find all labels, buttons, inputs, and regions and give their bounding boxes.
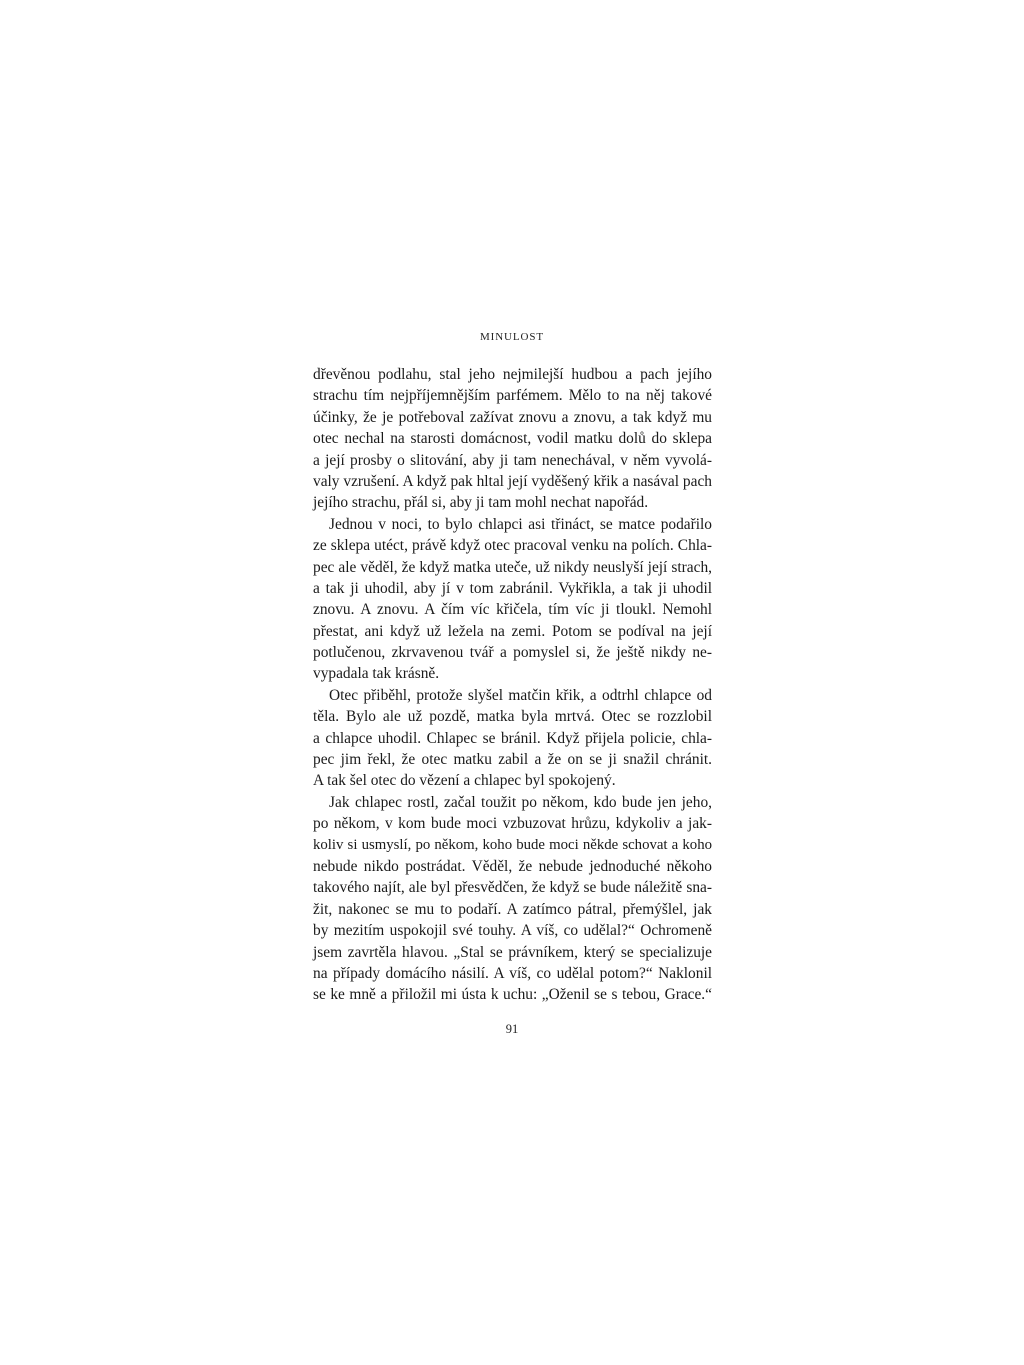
text-line: strachu tím nejpříjemnějším parfémem. Mělo to na něj takové bbox=[313, 387, 712, 405]
text-line: těla. Bylo ale už pozdě, matka byla mrtvá. Otec se rozzlobil bbox=[313, 708, 712, 726]
text-line: po někom, v kom bude moci vzbuzovat hrůzu, kdykoliv a jak- bbox=[313, 815, 712, 833]
text-line: a tak ji uhodil, aby jí v tom zabránil. Vykřikla, a tak ji uhodil bbox=[313, 579, 712, 597]
text-line: se ke mně a přiložil mi ústa k uchu: „Oženil se s tebou, Grace.“ bbox=[313, 986, 712, 1004]
page-number: 91 bbox=[505, 1022, 519, 1036]
text-line: a její prosby o slitování, aby ji tam nenechával, v něm vyvolá- bbox=[313, 451, 712, 469]
text-line: Jednou v noci, to bylo chlapci asi třináct, se matce podařilo bbox=[329, 515, 712, 533]
text-line: A tak šel otec do vězení a chlapec byl spokojený. bbox=[313, 772, 616, 790]
text-line: takového najít, ale byl přesvědčen, že když se bude náležitě sna- bbox=[313, 879, 712, 897]
text-line: jsem zavrtěla hlavou. „Stal se právníkem, který se specializuje bbox=[313, 943, 712, 961]
paragraph bbox=[313, 364, 712, 514]
text-line: potlučenou, zkrvavenou tvář a pomyslel si, že ještě nikdy ne- bbox=[313, 644, 712, 662]
text-line: účinky, že je potřeboval zažívat znovu a znovu, a tak když mu bbox=[313, 408, 712, 426]
text-line: a chlapce uhodil. Chlapec se bránil. Když přijela policie, chla- bbox=[313, 729, 712, 747]
text-line: znovu. A znovu. A čím víc křičela, tím víc ji tloukl. Nemohl bbox=[313, 601, 712, 619]
text-line: dřevěnou podlahu, stal jeho nejmilejší hudbou a pach jejího bbox=[313, 366, 712, 383]
text-line: jejího strachu, přál si, aby ji tam mohl nechat napořád. bbox=[313, 494, 649, 512]
text-line: Jak chlapec rostl, začal toužit po někom, kdo bude jen jeho, bbox=[329, 793, 712, 811]
running-header: MINULOST bbox=[479, 331, 545, 343]
text-line: přestat, ani když už ležela na zemi. Potom se podíval na její bbox=[313, 622, 712, 640]
text-line: koliv si usmyslí, po někom, koho bude moci někde schovat a koho bbox=[313, 836, 712, 853]
text-line: ze sklepa utéct, právě když otec pracoval venku na polích. Chla- bbox=[313, 537, 712, 555]
text-line: nebude nikdo postrádat. Věděl, že nebude jednoduché někoho bbox=[313, 857, 712, 875]
paragraph bbox=[313, 514, 712, 685]
text-line: pec ale věděl, že když matka uteče, už nikdy neuslyší její strach, bbox=[313, 558, 712, 576]
text-line: vypadala tak krásně. bbox=[313, 665, 440, 683]
body-text bbox=[313, 364, 712, 1006]
text-line: pec jim řekl, že otec matku zabil a že on se ji snažil chránit. bbox=[313, 751, 712, 769]
paragraph bbox=[313, 685, 712, 792]
text-line: by mezitím uspokojil své touhy. A víš, co udělal?“ Ochromeně bbox=[313, 922, 712, 940]
text-line: otec nechal na starosti domácnost, vodil matku dolů do sklepa bbox=[313, 430, 712, 448]
text-line: žit, nakonec se mu to podaří. A zatímco pátral, přemýšlel, jak bbox=[313, 900, 712, 918]
text-line: valy vzrušení. A když pak hltal její vyděšený křik a nasával pach bbox=[313, 472, 712, 490]
text-line: na případy domácího násilí. A víš, co udělal potom?“ Naklonil bbox=[313, 964, 712, 982]
text-line: Otec přiběhl, protože slyšel matčin křik, a odtrhl chlapce od bbox=[329, 686, 712, 704]
paragraph bbox=[313, 792, 712, 1006]
